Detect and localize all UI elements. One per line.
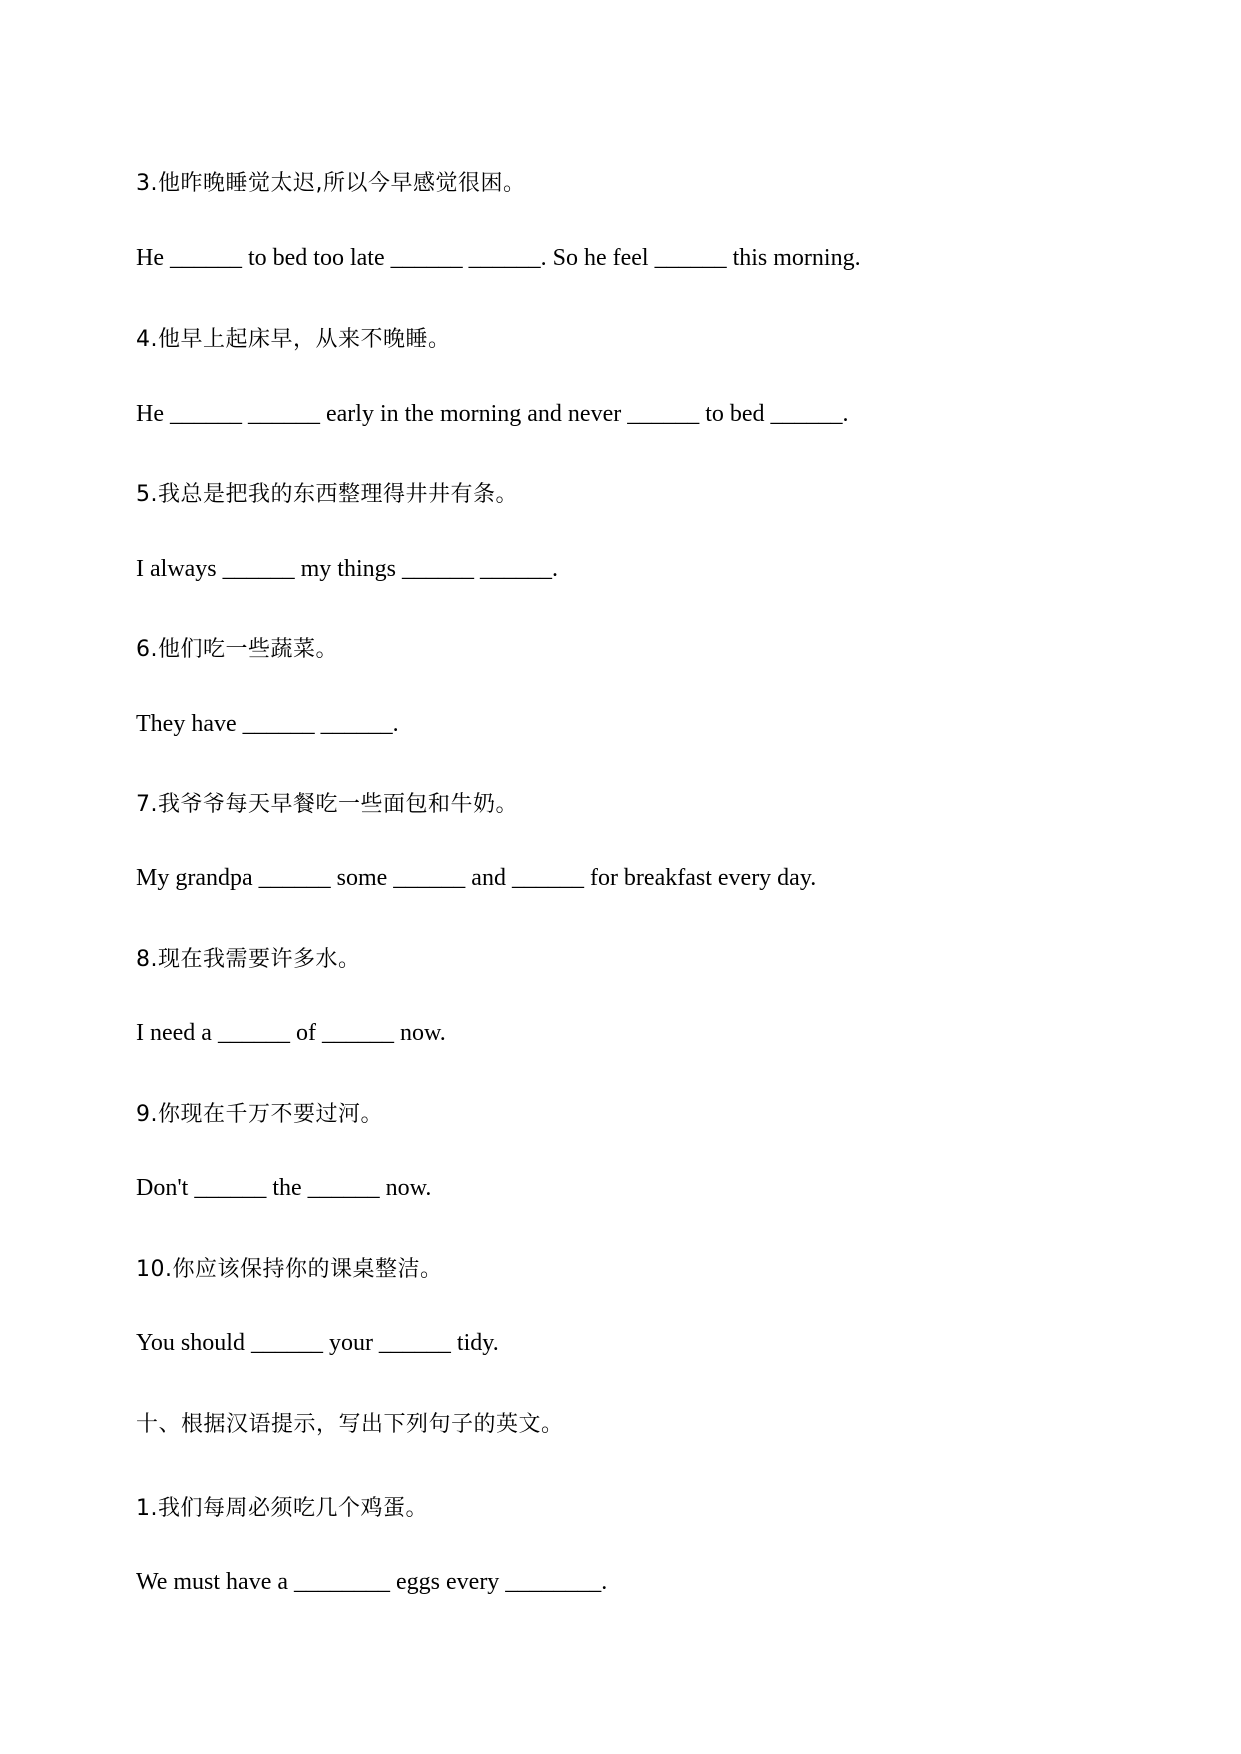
question-10-english: You should ______ your ______ tidy. (136, 1330, 499, 1356)
question-10-chinese: 10.你应该保持你的课桌整洁。 (136, 1257, 443, 1282)
section-heading: 十、根据汉语提示，写出下列句子的英文。 (136, 1412, 564, 1437)
question-6-chinese: 6.他们吃一些蔬菜。 (136, 637, 338, 662)
question-9-english: Don't ______ the ______ now. (136, 1175, 432, 1201)
question-4-english: He ______ ______ early in the morning and never ______ to bed ______. (136, 401, 849, 427)
question-8-chinese: 8.现在我需要许多水。 (136, 947, 361, 972)
question-7-english: My grandpa ______ some ______ and ______ for breakfast every day. (136, 865, 817, 891)
section-question-1-chinese: 1.我们每周必须吃几个鸡蛋。 (136, 1496, 428, 1521)
question-5-english: I always ______ my things ______ ______. (136, 556, 558, 582)
question-3-chinese: 3.他昨晚睡觉太迟,所以今早感觉很困。 (136, 171, 526, 196)
question-9-chinese: 9.你现在千万不要过河。 (136, 1102, 383, 1127)
section-question-1-english: We must have a ________ eggs every ________. (136, 1569, 608, 1595)
question-6-english: They have ______ ______. (136, 711, 399, 737)
question-3-english: He ______ to bed too late ______ ______. So he feel ______ this morning. (136, 245, 861, 271)
question-7-chinese: 7.我爷爷每天早餐吃一些面包和牛奶。 (136, 792, 518, 817)
question-8-english: I need a ______ of ______ now. (136, 1020, 446, 1046)
question-5-chinese: 5.我总是把我的东西整理得井井有条。 (136, 482, 518, 507)
question-4-chinese: 4.他早上起床早，从来不晚睡。 (136, 327, 451, 352)
